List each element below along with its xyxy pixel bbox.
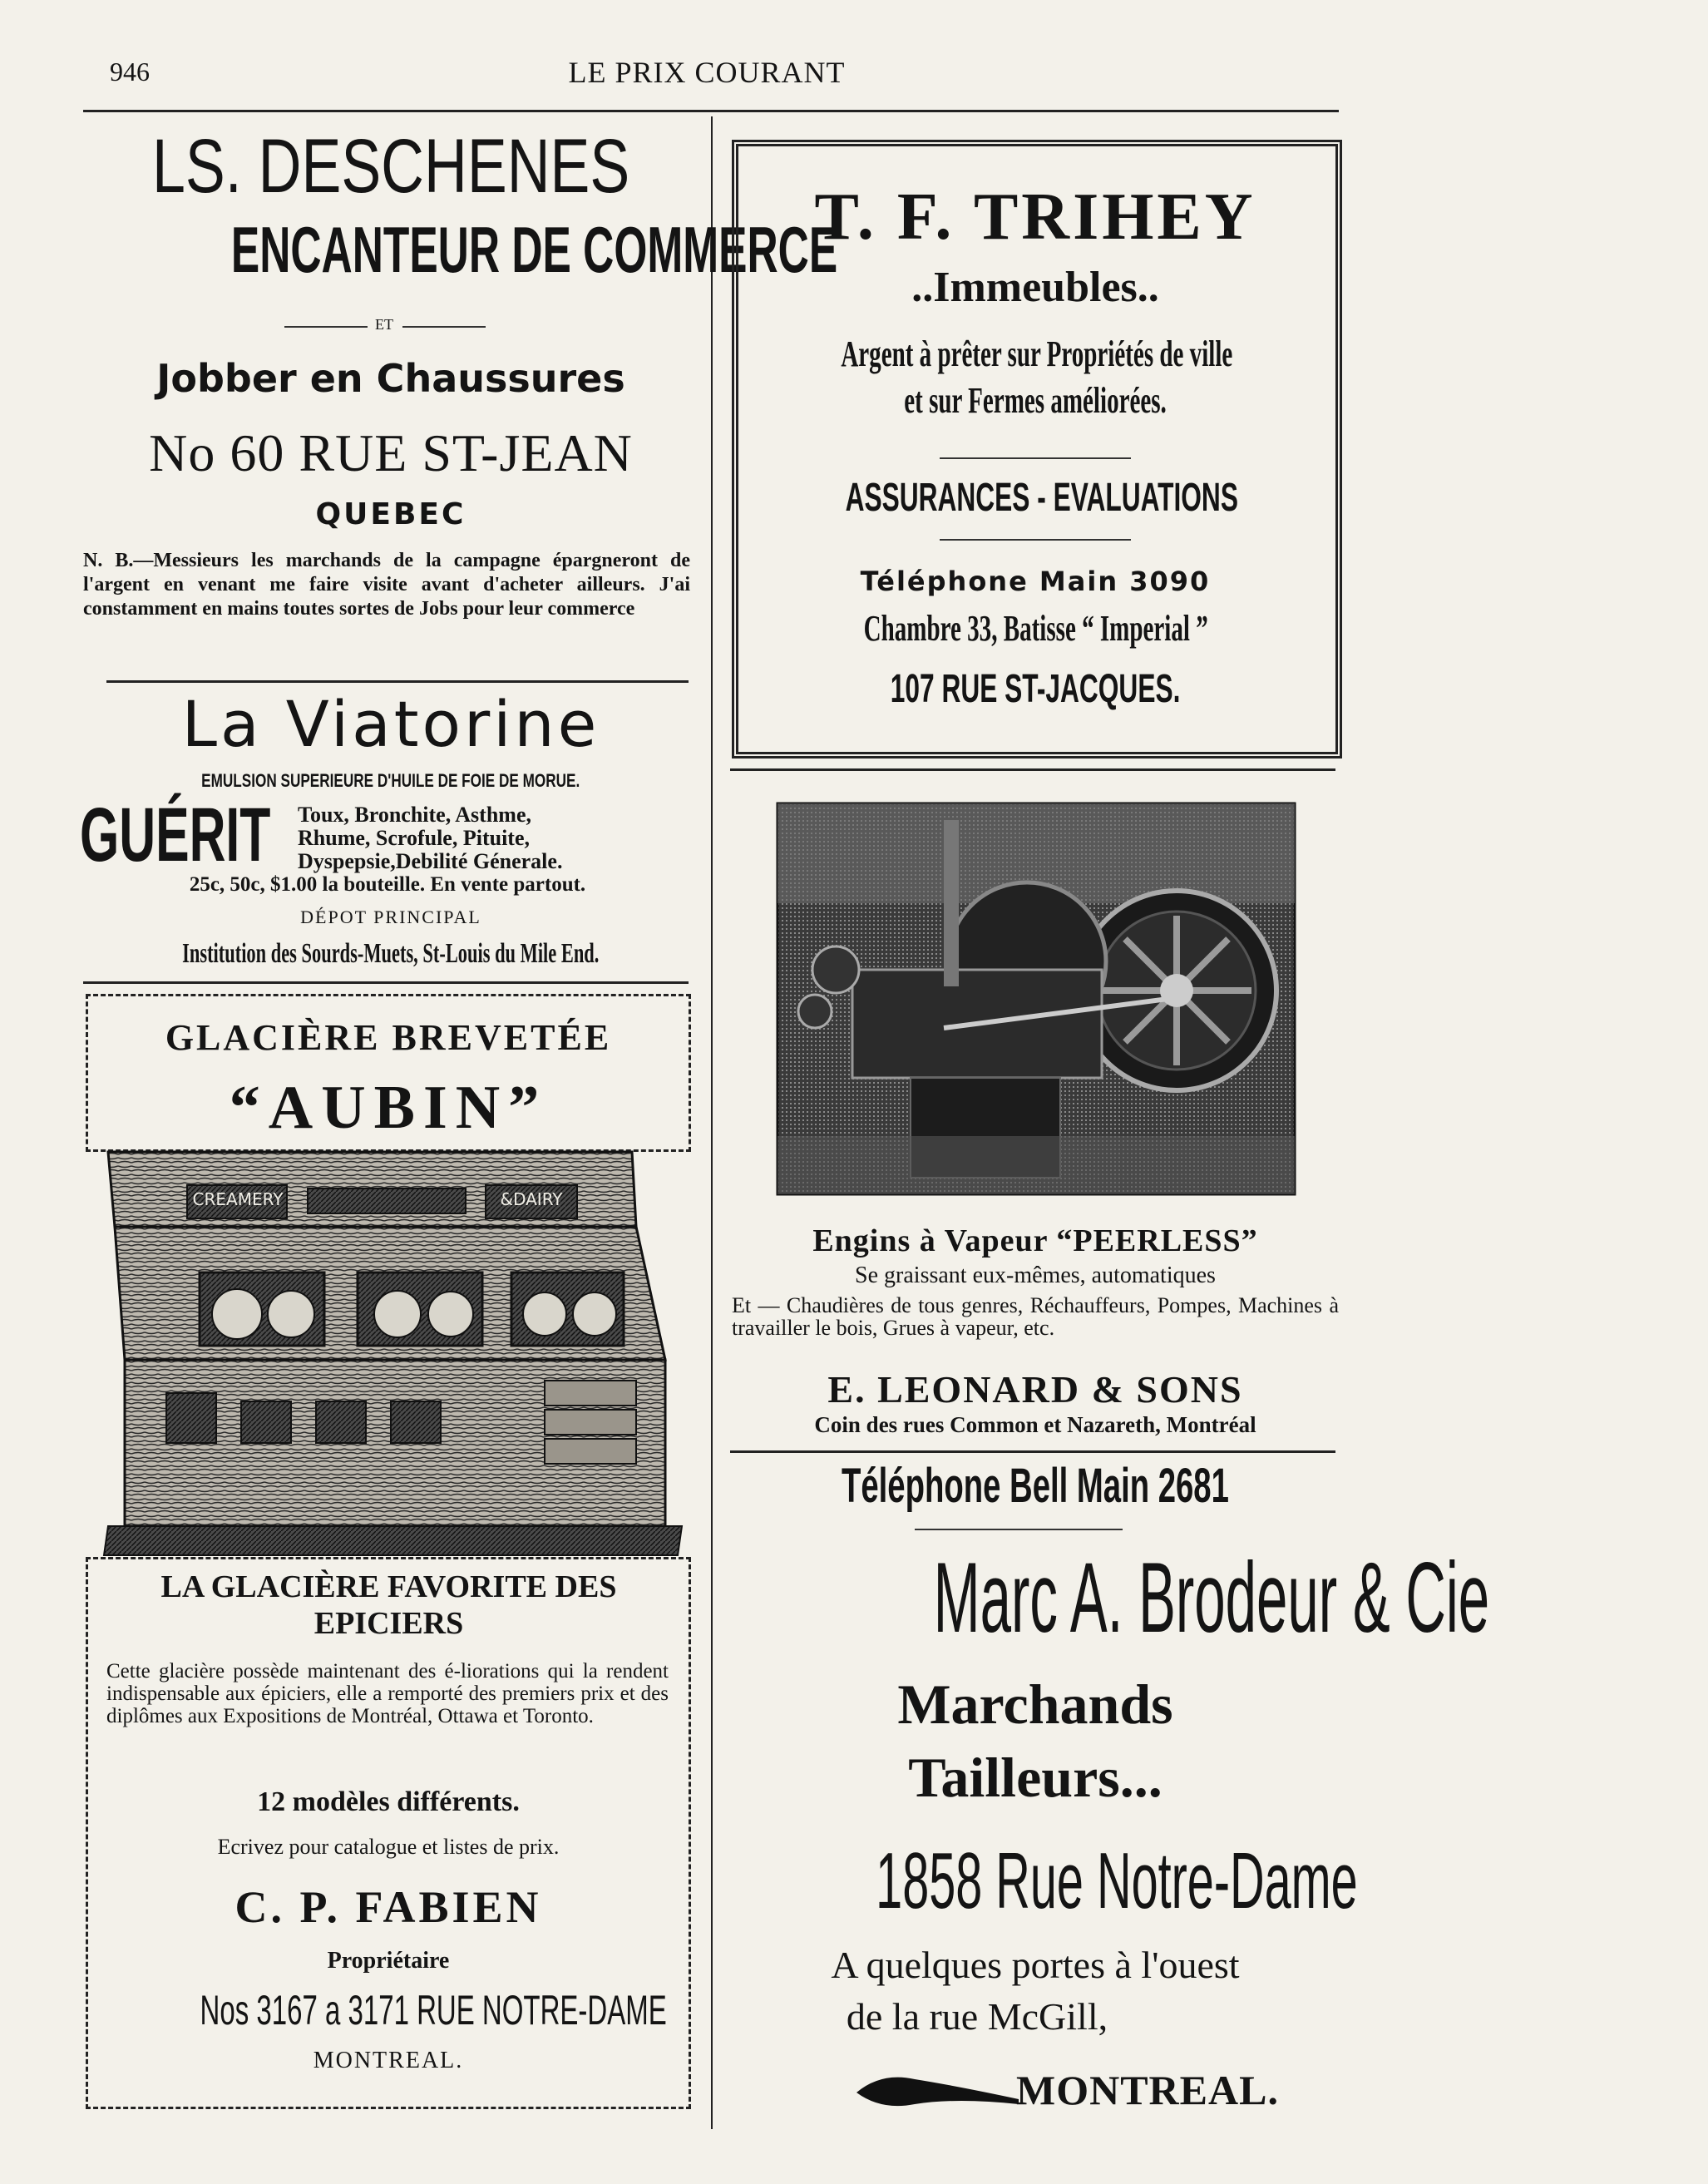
trihey-line2: et sur Fermes améliorées. xyxy=(904,380,1167,421)
deschenes-line2: Jobber en Chaussures xyxy=(156,356,625,401)
aubin-owner: C. P. FABIEN xyxy=(234,1882,542,1932)
trihey-bottom-rule xyxy=(730,768,1335,771)
column-divider xyxy=(711,116,713,2129)
trihey-chamber: Chambre 33, Batisse “ Imperial ” xyxy=(863,608,1209,649)
deschenes-address: No 60 RUE ST-JEAN xyxy=(149,423,633,482)
leonard-company: E. LEONARD & SONS xyxy=(827,1368,1243,1411)
viatorine-ailments-1: Toux, Bronchite, Asthme, xyxy=(298,803,531,827)
header-rule xyxy=(83,110,1339,112)
viatorine-subtitle: EMULSION SUPERIEURE D'HUILE DE FOIE DE MORUE. xyxy=(201,770,580,791)
trihey-address: 107 RUE ST-JACQUES. xyxy=(890,667,1181,711)
deschenes-bottom-rule xyxy=(106,680,689,683)
page-number: 946 xyxy=(110,57,150,86)
viatorine-bottom-rule xyxy=(83,981,689,984)
leonard-title: Engins à Vapeur “PEERLESS” xyxy=(812,1223,1258,1258)
aubin-name: “AUBIN” xyxy=(229,1074,548,1142)
aubin-sign-left: CREAMERY xyxy=(192,1189,284,1209)
deschenes-note: N. B.—Messieurs les marchands de la campagne épargneront de l'argent en venant me faire visite avant d'acheter ailleurs. J'ai constamment en mains toutes sortes de Jobs pour leur commerce xyxy=(83,550,690,620)
trihey-phone: Téléphone Main 3090 xyxy=(860,566,1211,597)
brodeur-phone: Téléphone Bell Main 2681 xyxy=(842,1459,1229,1513)
leonard-address: Coin des rues Common et Nazareth, Montréal xyxy=(814,1412,1256,1437)
viatorine-ailments-3: Dyspepsie,Debilité Génerale. xyxy=(298,849,563,873)
deschenes-et: ET xyxy=(375,316,393,333)
running-title: LE PRIX COURANT xyxy=(568,56,846,89)
brodeur-city: MONTREAL. xyxy=(1016,2067,1279,2113)
trihey-subtitle: ..Immeubles.. xyxy=(911,264,1159,311)
steam-engine-photo xyxy=(777,803,1295,1194)
aubin-refrigerator-illustration xyxy=(91,1152,690,1555)
trihey-rule-1 xyxy=(940,457,1131,459)
brodeur-name: Marc A. Brodeur & Cie xyxy=(933,1542,1490,1653)
trihey-rule-2 xyxy=(940,539,1131,541)
trihey-name: T. F. TRIHEY xyxy=(814,180,1256,254)
pointing-hand-icon xyxy=(848,2068,1023,2117)
brodeur-address: 1858 Rue Notre-Dame xyxy=(876,1836,1358,1925)
brodeur-near-1: A quelques portes à l'ouest xyxy=(831,1944,1240,1986)
brodeur-near-2: de la rue McGill, xyxy=(846,1995,1108,2038)
viatorine-prices: 25c, 50c, $1.00 la bouteille. En vente partout. xyxy=(189,873,586,896)
leonard-line1: Se graissant eux-mêmes, automatiques xyxy=(855,1262,1216,1288)
aubin-city: MONTREAL. xyxy=(313,2048,464,2073)
trihey-services: ASSURANCES - EVALUATIONS xyxy=(845,476,1238,520)
trihey-line1: Argent à prêter sur Propriétés de ville xyxy=(841,334,1233,374)
deschenes-name: LS. DESCHENES xyxy=(151,124,630,209)
viatorine-depot: DÉPOT PRINCIPAL xyxy=(300,907,481,927)
brodeur-line2: Tailleurs... xyxy=(908,1746,1163,1809)
viatorine-ailments-2: Rhume, Scrofule, Pituite, xyxy=(298,826,530,850)
aubin-line1: GLACIÈRE BREVETÉE xyxy=(165,1017,612,1058)
aubin-headline: LA GLACIÈRE FAVORITE DES EPICIERS xyxy=(160,1569,617,1641)
aubin-models: 12 modèles différents. xyxy=(257,1786,520,1817)
aubin-body: Cette glacière possède maintenant des é-liorations qui la rendent indispensable aux épiciers, elle a remporté des premiers prix et des diplômes aux Expositions de Montréal, Ottawa et Toronto. xyxy=(106,1660,669,1727)
viatorine-institution: Institution des Sourds-Muets, St-Louis du Mile End. xyxy=(182,938,600,969)
deschenes-et-rule-right xyxy=(402,326,486,328)
aubin-catalogue: Ecrivez pour catalogue et listes de prix. xyxy=(217,1835,560,1859)
aubin-sign-right: &DAIRY xyxy=(500,1189,563,1209)
leonard-line2: Et — Chaudières de tous genres, Réchauffeurs, Pompes, Machines à travailler le bois, Grues à vapeur, etc. xyxy=(732,1293,1339,1340)
brodeur-rule xyxy=(915,1529,1123,1530)
deschenes-subtitle: ENCANTEUR DE COMMERCE xyxy=(230,213,838,286)
brodeur-line1: Marchands xyxy=(897,1673,1173,1736)
deschenes-et-rule-left xyxy=(284,326,368,328)
viatorine-name: La Viatorine xyxy=(181,687,600,761)
aubin-owner-role: Propriétaire xyxy=(327,1948,450,1974)
aubin-address: Nos 3167 a 3171 RUE NOTRE-DAME xyxy=(200,1987,667,2033)
leonard-bottom-rule xyxy=(730,1450,1335,1453)
viatorine-guerit: GUÉRIT xyxy=(80,793,271,877)
deschenes-city: QUEBEC xyxy=(315,497,466,531)
